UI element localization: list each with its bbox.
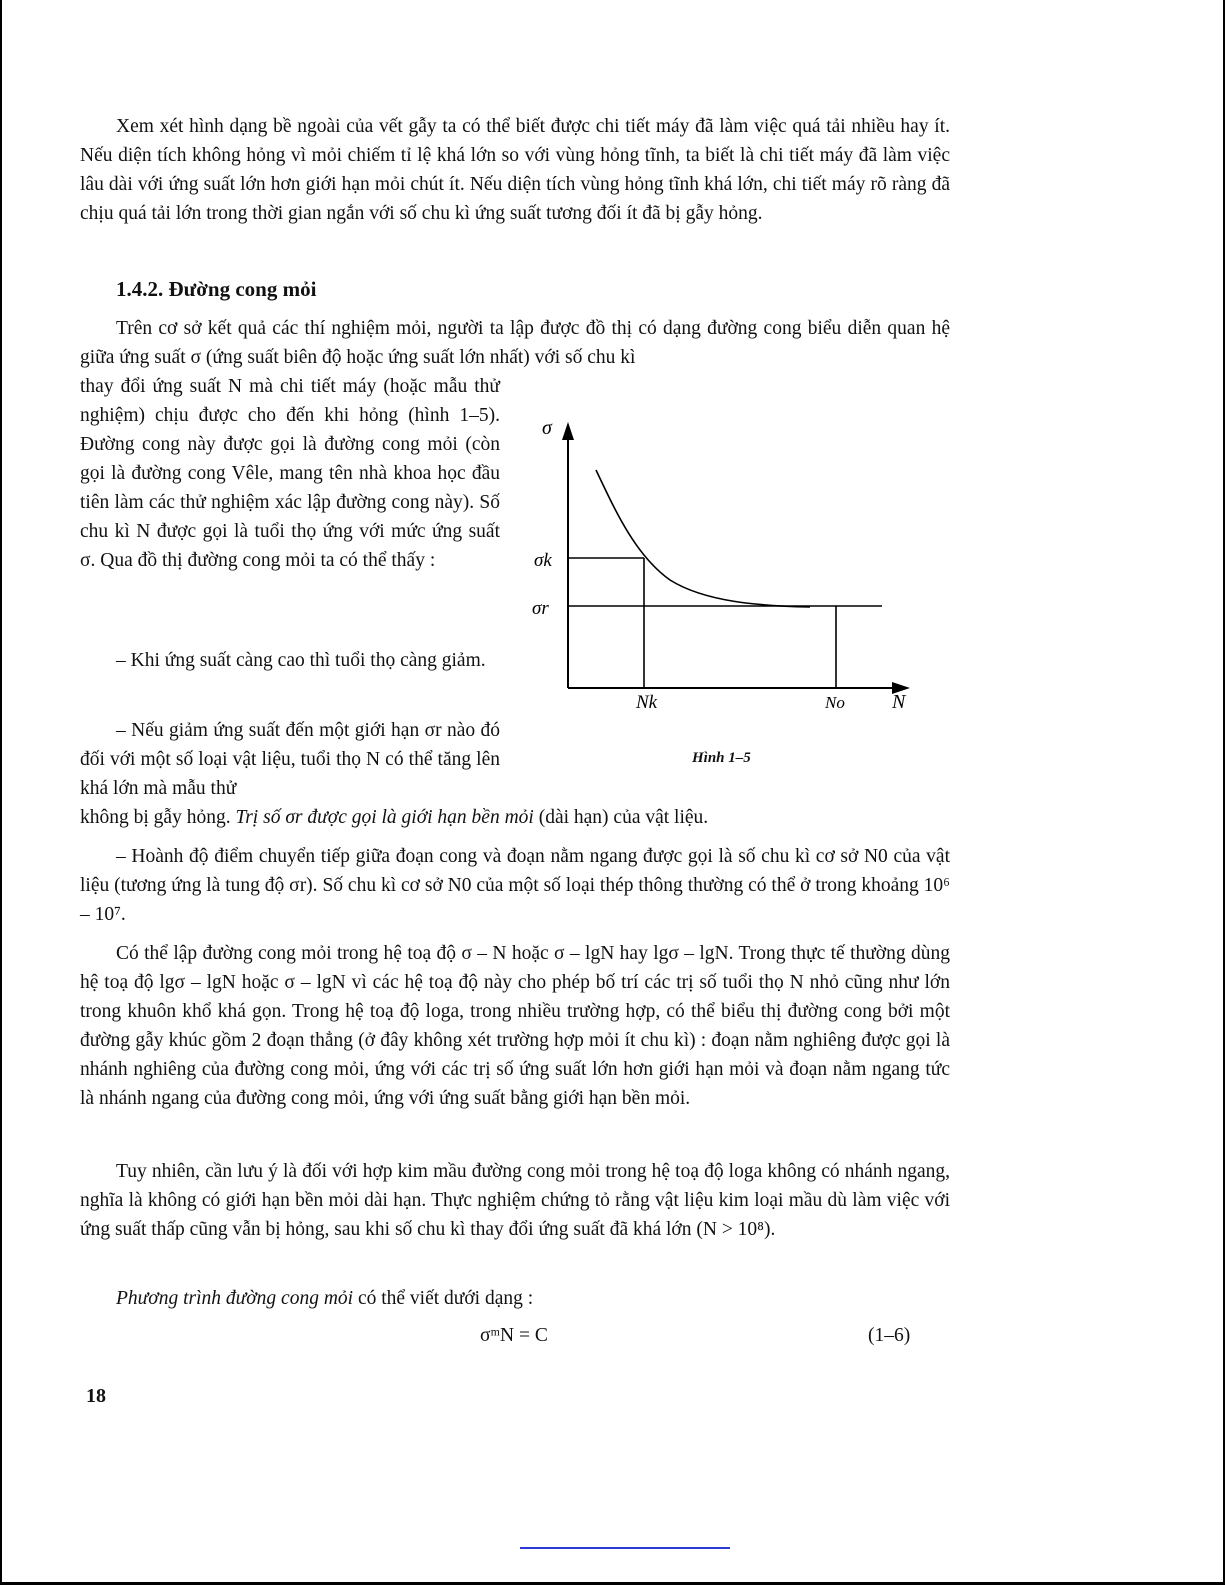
n-o-label: No [825,693,845,712]
n-k-label: Nk [636,692,658,713]
figure-caption: Hình 1–5 [692,750,751,766]
y-axis-label: σ [542,417,552,439]
fatigue-limit-definition: Trị số σr được gọi là giới hạn bền mỏi [235,807,534,828]
fatigue-curve [596,470,810,607]
equation: σᵐN = C [480,1325,548,1346]
y-axis-arrow [562,422,574,440]
paragraph-equation-intro [80,1284,950,1313]
bullet-base-cycles: – Hoành độ điểm chuyển tiếp giữa đoạn cong và đoạn nằm ngang được gọi là số chu kì cơ sở N0 của vật liệu (tương ứng là tung độ σr). Số chu kì cơ sở N0 của một số loại thép thông thường có thể ở trong khoảng 10⁶ – 10⁷. [80,846,950,925]
paragraph-curve-intro: Trên cơ sở kết quả các thí nghiệm mỏi, người ta lập được đồ thị có dạng đường cong biểu diễn quan hệ giữa ứng suất σ (ứng suất biên độ hoặc ứng suất lớn nhất) với số chu kì [80,318,950,368]
sigma-k-label: σk [534,550,552,571]
fatigue-curve-figure [520,410,920,740]
bullet-fatigue-limit-end [80,803,950,832]
section-heading: 1.4.2. Đường cong mỏi [116,277,317,301]
paragraph-coordinate-systems: Có thể lập đường cong mỏi trong hệ toạ độ σ – N hoặc σ – lgN hay lgσ – lgN. Trong thực tế thường dùng hệ toạ độ lgσ – lgN hoặc σ – lgN vì các hệ toạ độ này cho phép bố trí các trị số tuổi thọ N nhỏ cũng như lớn trong khuôn khổ khá gọn. Trong hệ toạ độ loga, trong nhiều trường hợp, có thể biểu thị đường cong bởi một đường gẫy khúc gồm 2 đoạn thẳng (ở đây không xét trường hợp mỏi ít chu kì) : đoạn nằm nghiêng được gọi là nhánh nghiêng của đường cong mỏi, ứng với các trị số ứng suất lớn hơn giới hạn mỏi và đoạn nằm ngang tức là nhánh ngang của đường cong mỏi, ứng với ứng suất bằng giới hạn bền mỏi. [80,943,950,1109]
bullet-fatigue-limit: – Nếu giảm ứng suất đến một giới hạn σr nào đó đối với một số loại vật liệu, tuổi thọ N có thể tăng lên khá lớn mà mẫu thử [80,720,500,799]
equation-intro-rest: có thể viết dưới dạng : [353,1288,534,1309]
paragraph-curve-definition: thay đổi ứng suất N mà chi tiết máy (hoặc mẫu thử nghiệm) chịu được cho đến khi hỏng (hình 1–5). Đường cong này được gọi là đường cong mỏi (còn gọi là đường cong Vêle, mang tên nhà khoa học đầu tiên làm các thử nghiệm xác lập đường cong này). Số chu kì N được gọi là tuổi thọ ứng với mức ứng suất σ. Qua đồ thị đường cong mỏi ta có thể thấy : [80,376,500,571]
paragraph-intro: Xem xét hình dạng bề ngoài của vết gẫy ta có thể biết được chi tiết máy đã làm việc quá tải nhiều hay ít. Nếu diện tích không hỏng vì mỏi chiếm tỉ lệ khá lớn so với vùng hỏng tĩnh, ta biết là chi tiết máy đã làm việc lâu dài với ứng suất lớn hơn giới hạn mỏi chút ít. Nếu diện tích vùng hỏng tĩnh khá lớn, chi tiết máy rõ ràng đã chịu quá tải lớn trong thời gian ngắn với số chu kì ứng suất tương đối ít đã bị gẫy hỏng. [80,116,950,224]
bullet-fatigue-limit-end-tail: (dài hạn) của vật liệu. [533,807,709,828]
equation-intro-italic: Phương trình đường cong mỏi [116,1288,354,1309]
bullet-stress-high: – Khi ứng suất càng cao thì tuổi thọ càng giảm. [116,650,486,671]
x-axis-label: N [892,691,906,713]
paragraph-nonferrous: Tuy nhiên, cần lưu ý là đối với hợp kim mầu đường cong mỏi trong hệ toạ độ loga không có nhánh ngang, nghĩa là không có giới hạn bền mỏi dài hạn. Thực nghiệm chứng tỏ rằng vật liệu kim loại mầu dù làm việc với ứng suất thấp cũng vẫn bị hỏng, sau khi số chu kì thay đổi ứng suất đã khá lớn (N > 10⁸). [80,1161,950,1240]
sigma-r-label: σr [532,598,549,619]
bottom-link-underline[interactable] [520,1547,730,1549]
equation-number: (1–6) [868,1325,911,1346]
bullet-fatigue-limit-end-text: không bị gẫy hỏng. [80,807,236,828]
page-number: 18 [86,1385,106,1407]
page-left-border [0,0,2,1585]
